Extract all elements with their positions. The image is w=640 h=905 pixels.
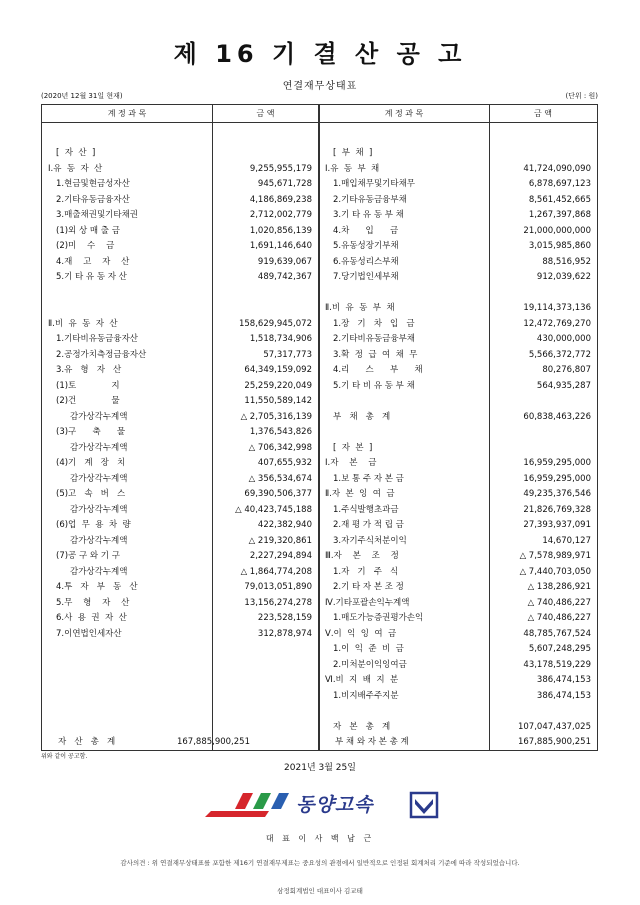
account-amount: △ 7,440,703,050 [519, 566, 591, 577]
table-row [42, 316, 318, 333]
account-label: Ⅱ.자 본 잉 여 금 [325, 489, 395, 499]
unit-note: (단위 : 원) [565, 92, 598, 100]
table-row [42, 223, 318, 240]
account-amount: 11,550,589,142 [244, 396, 312, 406]
table-row [42, 145, 318, 162]
account-amount: 13,156,274,278 [244, 597, 312, 608]
table-row [42, 378, 318, 395]
account-amount: 80,276,807 [542, 365, 591, 375]
table-row [319, 254, 597, 271]
table-row [319, 331, 597, 348]
account-amount: 1,691,146,640 [249, 241, 312, 251]
table-row [42, 207, 318, 224]
account-amount: 19,114,373,136 [523, 303, 591, 313]
account-amount: △ 40,423,745,188 [235, 504, 312, 515]
table-row [319, 595, 597, 612]
date-note: (2020년 12월 31일 현재) [41, 92, 123, 100]
table-row [319, 455, 597, 472]
table-row [42, 409, 318, 426]
table-row [42, 502, 318, 519]
table-row [319, 192, 597, 209]
right-total-row [319, 734, 597, 751]
account-amount: 1,518,734,906 [249, 334, 312, 344]
table-row [319, 486, 597, 503]
account-label: 3.기 타 유 동 부 채 [333, 210, 404, 220]
table-row [42, 486, 318, 503]
account-label: Ⅱ.비 유 동 부 채 [325, 303, 395, 313]
table-row [319, 316, 597, 333]
account-label: Ⅱ.비 유 동 자 산 [48, 318, 118, 329]
table-row [319, 672, 597, 689]
account-label: 감가상각누계액 [70, 442, 128, 453]
table-row [319, 517, 597, 534]
account-label: 1.보 통 주 자 본 금 [333, 473, 404, 484]
table-row [42, 285, 318, 302]
table-row [319, 161, 597, 178]
account-amount: 5,607,248,295 [528, 644, 591, 654]
account-label: 3.유 형 자 산 [56, 365, 122, 375]
account-label: 1.자 기 주 식 [333, 566, 399, 577]
table-row [42, 455, 318, 472]
account-amount: 489,742,367 [257, 272, 312, 282]
table-row [42, 347, 318, 364]
audit-opinion: 감사의견 : 위 연결재무상태표를 포함한 제16기 연결재무제표는 중요성의 관점에서 일반적으로 인정된 회계처리 기준에 따라 작성되었습니다. [120, 859, 520, 867]
account-amount: 422,382,940 [257, 520, 312, 530]
account-label: (6)업 무 용 차 량 [56, 520, 131, 530]
account-amount: 57,317,773 [263, 349, 312, 360]
account-amount: 312,878,974 [257, 628, 312, 639]
statement-subtitle: 연결재무상태표 [282, 81, 358, 92]
account-label: 1.기타비유동금융자산 [56, 334, 139, 344]
account-amount: 945,671,728 [257, 179, 312, 189]
announcement-date: 2021년 3월 25일 [284, 763, 356, 773]
account-label: 4.투 자 부 동 산 [56, 582, 138, 592]
account-amount: △ 2,705,316,139 [240, 411, 312, 422]
account-label: Ⅵ.비 지 배 지 분 [325, 675, 399, 685]
account-amount: 430,000,000 [536, 334, 591, 344]
account-label: (4)기 계 장 치 [56, 458, 126, 468]
table-row [319, 564, 597, 581]
account-label: 6.유동성리스부채 [333, 256, 399, 267]
account-label: (1)토 지 [56, 380, 120, 391]
account-label: 2.재 평 가 적 립 금 [333, 520, 404, 530]
account-label: 2.공정가치측정금융자산 [56, 349, 147, 360]
table-row [319, 719, 597, 736]
account-label: 3.자기주식처분이익 [333, 535, 407, 546]
account-amount: 69,390,506,377 [244, 489, 312, 499]
account-amount: 1,020,856,139 [249, 225, 312, 236]
header-left-account: 계 정 과 목 [42, 105, 212, 123]
table-row [319, 362, 597, 379]
table-row [42, 176, 318, 193]
left-total-row [42, 734, 318, 751]
account-label: 5.기 타 비 유 동 부 채 [333, 380, 415, 391]
account-amount: 12,472,769,270 [523, 318, 591, 329]
account-amount: △ 7,578,989,971 [519, 551, 591, 561]
account-label: (1)외 상 매 출 금 [56, 225, 120, 236]
header-right-amount: 금 액 [489, 105, 597, 123]
account-label: 1.장 기 차 입 금 [333, 318, 415, 329]
account-label: 감가상각누계액 [70, 504, 128, 515]
table-row [42, 393, 318, 410]
account-label: Ⅰ.유 동 자 산 [48, 163, 103, 174]
account-label: 부 채 총 계 [333, 411, 391, 422]
table-row [319, 641, 597, 658]
account-amount: 6,878,697,123 [528, 179, 591, 189]
table-row [42, 626, 318, 643]
account-label: 2.기타유동금융자산 [56, 194, 130, 205]
account-amount: 27,393,937,091 [523, 520, 591, 530]
account-amount: 16,959,295,000 [523, 458, 591, 468]
table-row [319, 579, 597, 596]
table-row [319, 269, 597, 286]
account-amount: 64,349,159,092 [244, 365, 312, 375]
emblem-chevron [415, 799, 433, 814]
account-amount: 25,259,220,049 [244, 380, 312, 391]
table-row [42, 254, 318, 271]
account-label: 1.주식발행초과금 [333, 504, 399, 515]
right-total-label: 부 채 와 자 본 총 계 [335, 737, 409, 747]
table-row [42, 610, 318, 627]
header-left-amount: 금 액 [212, 105, 319, 123]
account-amount: 21,826,769,328 [523, 504, 591, 515]
table-row [319, 533, 597, 550]
account-amount: 912,039,622 [536, 272, 591, 282]
account-amount: 2,712,002,779 [249, 210, 312, 220]
ceo-line: 대 표 이 사 백 남 근 [265, 834, 375, 843]
account-amount: 16,959,295,000 [523, 473, 591, 484]
account-label: 감가상각누계액 [70, 411, 128, 422]
account-label: 1.비지배주주지분 [333, 690, 399, 701]
account-label: (2)미 수 금 [56, 241, 115, 251]
account-amount: 49,235,376,546 [523, 489, 591, 499]
table-row [42, 238, 318, 255]
table-row [42, 362, 318, 379]
account-label: Ⅰ.유 동 부 채 [325, 163, 380, 174]
account-amount: 919,639,067 [257, 256, 312, 267]
table-row [319, 440, 597, 457]
table-row [319, 409, 597, 426]
account-label: Ⅰ.자 본 금 [325, 458, 377, 468]
table-row [319, 424, 597, 441]
table-row [42, 579, 318, 596]
table-row [319, 502, 597, 519]
right-total-amount: 167,885,900,251 [517, 737, 591, 747]
account-amount: 79,013,051,890 [244, 582, 312, 592]
account-amount: 158,629,945,072 [238, 318, 312, 329]
account-amount: 3,015,985,860 [528, 241, 591, 251]
account-amount: 48,785,767,524 [523, 628, 591, 639]
table-row [42, 471, 318, 488]
table-row [42, 564, 318, 581]
account-label: (3)구 축 물 [56, 427, 126, 437]
table-row [319, 688, 597, 705]
table-row [42, 424, 318, 441]
account-label: Ⅴ.이 익 잉 여 금 [325, 628, 397, 639]
table-row [42, 192, 318, 209]
table-row [42, 300, 318, 317]
account-label: (5)고 속 버 스 [56, 489, 126, 499]
account-amount: 14,670,127 [542, 535, 591, 546]
account-amount: 5,566,372,772 [528, 349, 591, 360]
account-label: 1.매입채무및기타채무 [333, 179, 416, 189]
stripe-green [253, 793, 271, 809]
account-amount: △ 1,864,774,208 [240, 566, 312, 577]
company-name: 동양고속 [296, 794, 374, 816]
account-label: 5.무 형 자 산 [56, 597, 130, 608]
table-row [319, 207, 597, 224]
table-row [319, 703, 597, 720]
account-label: 2.기타유동금융부채 [333, 194, 407, 205]
account-amount: △ 740,486,227 [527, 597, 591, 608]
account-label: [ 자 본 ] [333, 442, 373, 453]
account-amount: 2,227,294,894 [249, 551, 312, 561]
table-row [42, 161, 318, 178]
account-label: 2.미처분이익잉여금 [333, 659, 407, 670]
account-amount: 88,516,952 [542, 256, 591, 267]
table-row [42, 595, 318, 612]
table-row [319, 471, 597, 488]
account-label: 감가상각누계액 [70, 473, 128, 484]
account-label: 4.차 입 금 [333, 225, 399, 236]
account-label: 1.매도가능증권평가손익 [333, 613, 424, 623]
account-amount: △ 138,286,921 [527, 582, 591, 592]
account-amount: △ 356,534,674 [248, 473, 312, 484]
account-amount: 9,255,955,179 [249, 163, 312, 174]
table-row [42, 269, 318, 286]
table-row [319, 610, 597, 627]
account-amount: △ 219,320,861 [248, 535, 312, 546]
table-row [42, 548, 318, 565]
table-row [319, 285, 597, 302]
account-amount: 4,186,869,238 [249, 194, 312, 205]
table-row [319, 548, 597, 565]
account-label: [ 자 산 ] [56, 148, 96, 158]
left-total-amount: 167,885,900,251 [176, 737, 250, 747]
table-row [42, 517, 318, 534]
table-row [42, 331, 318, 348]
account-label: 7.이연법인세자산 [56, 628, 122, 639]
account-label: 자 본 총 계 [333, 721, 391, 732]
account-label: Ⅳ.기타포괄손익누계액 [325, 597, 410, 608]
table-row [319, 393, 597, 410]
account-label: Ⅲ.자 본 조 정 [325, 551, 399, 561]
header-right-account: 계 정 과 목 [319, 105, 489, 123]
stripe-red [205, 811, 269, 817]
account-amount: 60,838,463,226 [523, 411, 591, 422]
table-row [319, 300, 597, 317]
table-row [319, 347, 597, 364]
account-label: (7)공 구 와 기 구 [56, 551, 120, 561]
account-label: 7.당기법인세부채 [333, 272, 399, 282]
account-label: 2.기 타 자 본 조 정 [333, 582, 404, 592]
account-amount: △ 740,486,227 [527, 613, 591, 623]
account-amount: 43,178,519,229 [523, 659, 591, 670]
footnote: 위와 같이 공고함. [41, 753, 88, 760]
account-amount: 21,000,000,000 [523, 225, 591, 236]
account-label: 2.기타비유동금융부채 [333, 334, 416, 344]
stripe-red-upper [235, 793, 253, 809]
account-label: 4.재 고 자 산 [56, 256, 130, 267]
table-row [42, 533, 318, 550]
account-label: (2)건 물 [56, 396, 120, 406]
table-row [319, 176, 597, 193]
table-row [319, 238, 597, 255]
stripe-blue [271, 793, 289, 809]
account-label: 3.확 정 급 여 채 무 [333, 349, 418, 360]
account-label: 감가상각누계액 [70, 535, 128, 546]
account-amount: 386,474,153 [536, 675, 591, 685]
account-amount: 223,528,159 [257, 613, 312, 623]
account-label: 4.리 스 부 채 [333, 365, 423, 375]
account-label: 3.매출채권및기타채권 [56, 210, 139, 220]
account-amount: 107,047,437,025 [517, 721, 591, 732]
table-row [319, 378, 597, 395]
account-label: [ 부 채 ] [333, 148, 373, 158]
table-row [319, 657, 597, 674]
table-row [42, 440, 318, 457]
account-amount: 1,376,543,826 [249, 427, 312, 437]
account-amount: 1,267,397,868 [528, 210, 591, 220]
account-amount: △ 706,342,998 [248, 442, 312, 453]
balance-sheet-table [41, 104, 598, 751]
page-title: 제 16 기 결 산 공 고 [173, 40, 467, 68]
account-label: 6.사 용 권 자 산 [56, 613, 127, 623]
table-row [319, 145, 597, 162]
account-amount: 564,935,287 [536, 380, 591, 391]
table-row [319, 223, 597, 240]
left-total-label: 자 산 총 계 [58, 737, 116, 747]
account-label: 1.현금및현금성자산 [56, 179, 130, 189]
table-row [319, 626, 597, 643]
account-amount: 41,724,090,090 [523, 163, 591, 174]
account-label: 5.유동성장기부채 [333, 241, 399, 251]
account-label: 감가상각누계액 [70, 566, 128, 577]
account-amount: 386,474,153 [536, 690, 591, 701]
account-amount: 8,561,452,665 [528, 194, 591, 205]
account-label: 1.이 익 준 비 금 [333, 644, 404, 654]
account-amount: 407,655,932 [257, 458, 312, 468]
auditor-signature: 삼정회계법인 대표이사 김교태 [277, 887, 363, 895]
account-label: 5.기 타 유 동 자 산 [56, 272, 127, 282]
